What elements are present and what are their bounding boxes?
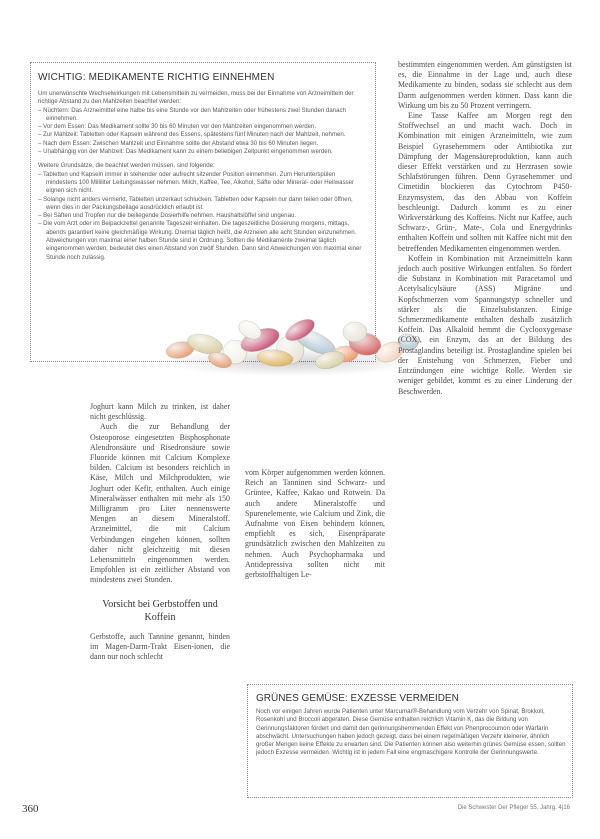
medication-box-title: WICHTIG: MEDIKAMENTE RICHTIG EINNEHMEN — [38, 72, 275, 83]
paragraph: Auch die zur Behandlung der Osteoporose eingesetzten Bisphosphonate Alendronsäure und Risedronsäure sowie Fluoride können mit Calcium Komplexe bilden. Calcium ist besonders reichlich in Käse, Milch und Milchprodukten, wie Joghurt oder Kefir, enthalten. Auch einige Mineralwässer enthalten mit mehr als 150 Milligramm pro Liter nennenswerte Mengen an diesem Mineralstoff. Arzneimittel, die mit Calcium Verbindungen eingehen können, sollten daher nicht gleichzeitig mit diesen Lebensmitteln eingenommen werden. Empfohlen ist ein zeitlicher Abstand von mindestens zwei Stunden. — [90, 422, 230, 585]
paragraph: Joghurt kann Milch zu trinken, ist daher nicht geschlüssig. — [90, 402, 230, 422]
timing-list — [38, 107, 368, 157]
page-number: 360 — [22, 803, 39, 815]
paragraph: Noch vor einigen Jahren wurde Patienten unter Marcumar®-Behandlung vom Verzehr von Spinat, Brokkoli, Rosenkohl und Broccoli abgeraten. Diese Gemüse enthalten reichlich Vitamin K, das die Bildung von Gerinnungsfaktoren fördert und damit den gerinnungshemmenden Effekt von Phenprocoumon oder Warfarin abschwächt. Untersuchungen haben jedoch gezeigt, dass bei einem regelmäßigen Verzehr kleinerer, ähnlich großer Mengen keine Effekte zu erwarten sind. Die Patienten können also weiterhin grünes Gemüse essen, sollten jedoch Exzesse vermeiden. Wichtig ist in jedem Fall eine engmaschigere Kontrolle der Gerinnungswerte. — [256, 708, 566, 757]
list-item: – Nüchtern: Das Arzneimittel eine halbe bis eine Stunde vor den Mahlzeiten oder frühestens zwei Stunden danach einnehmen. — [38, 107, 368, 124]
right-text-column — [398, 60, 572, 397]
box-intro: Um unerwünschte Wechselwirkungen mit Lebensmitteln zu vermeiden, muss bei der Einnahme von Arzneimitteln der richtige Abstand zu den Mahlzeiten beachtet werden: — [38, 90, 354, 106]
list-item: – Bei Säften und Tropfen nur die beiliegende Dosierhilfe nehmen. Haushaltslöffel sind ungenau. — [38, 212, 368, 220]
principles-list — [38, 171, 368, 262]
list-item: – Unabhängig von der Mahlzeit: Das Medikament kann zu einem beliebigen Zeitpunkt eingenommen werden. — [38, 148, 368, 156]
footer-publication: Die Schwester Der Pfleger 55. Jahrg. 4|16 — [457, 805, 570, 811]
paragraph: Eine Tasse Kaffee am Morgen regt den Stoffwechsel an und macht wach. Doch in Kombination mit einigen Arzneimitteln, wie zum Beispiel Gyrasehemmern oder Antibiotika zur Dämpfung der Magensäureproduktion, kann auch dieser Effekt verstärken und zu Herzrasen sowie Schlafstörungen führen. Denn Gyrasehemmer und Cimetidin blockieren das Cytochrom P450-Enzymsystem, das den Abbau von Koffein beschleunigt. Dadurch kommt es zu einer Wirkverstärkung des Koffeins. Nicht nur Kaffee, auch Schwarz-, Grün-, Mate-, Cola und Energydrinks enthalten Koffein und sollten mit Kaffee nicht mit den betreffenden Medikamenten eingenommen werden. — [398, 111, 572, 253]
box-intro-2: Weitere Grundsätze, die beachtet werden müssen, sind folgende: — [38, 162, 215, 170]
vegetables-box-title: GRÜNES GEMÜSE: EXZESSE VERMEIDEN — [256, 693, 459, 704]
paragraph: vom Körper aufgenommen werden können. Reich an Tanninen sind Schwarz- und Grüntee, Kaffee, Kakao und Rotwein. Da auch andere Mineralstoffe und Spurenelemente, wie Calcium und Zink, die Aufnahme von Eisen behindern können, empfiehlt es sich, Eisenpräparate grundsätzlich zwischen den Mahlzeiten zu nehmen. Auch Psychopharmaka und Antidepressiva sollten nicht mit gerbstoffhaltigen Le- — [245, 468, 385, 580]
paragraph: bestimmten eingenommen werden. Am günstigsten ist es, die Einnahme in der Lage und, auch diese Medikamente zu binden, sodass sie schlecht aus dem Darm aufgenommen werden können. Dass kann die Wirkung um bis zu 50 Prozent verringern. — [398, 60, 572, 110]
vegetables-box-body — [256, 708, 566, 758]
list-item: – Tabletten und Kapseln immer in stehender oder aufrecht sitzender Position einnehmen. Zum Herunterspülen mindestens 100 Milliliter Leitungswasser nehmen. Milch, Kaffee, Tee, Alkohol, Säfte oder Mineral- oder Heilwasser eignen sich nicht. — [38, 171, 368, 196]
middle-text-column — [245, 468, 385, 580]
left-text-column — [90, 402, 230, 662]
list-item: – Die vom Arzt oder im Beipackzettel genannte Tageszeit einhalten. Die tageszeitliche Dosierung morgens, mittags, abends garantiert keine gleichmäßige Wirkung. Dreimal täglich heißt, die Arzneien alle acht Stunden einzunehmen. Abweichungen von maximal einer halben Stunde sind in Ordnung. Sollten die Medikamente zweimal täglich eingenommen werden, bedeutet dies einen Abstand von zwölf Stunden. Dann sind Abweichungen von maximal einer Stunde noch zulässig. — [38, 220, 368, 261]
list-item: – Vor dem Essen: Das Medikament sollte 30 bis 60 Minuten vor den Mahlzeiten eingenommen werden. — [38, 123, 368, 131]
paragraph: Gerbstoffe, auch Tannine genannt, binden im Magen-Darm-Trakt Eisen-ionen, die dann nur noch schlecht — [90, 631, 230, 662]
list-item: – Zur Mahlzeit: Tabletten oder Kapseln während des Essens, spätestens fünf Minuten nach der Mahlzeit, nehmen. — [38, 131, 368, 139]
pills-photo — [150, 300, 425, 378]
medication-box-body — [38, 90, 368, 262]
pill-highlight — [343, 322, 367, 342]
section-subheading: Vorsicht bei Gerbstoffen und Koffein — [102, 598, 218, 623]
list-item: – Nach dem Essen: Zwischen Mahlzeit und Einnahme sollte der Abstand etwa 30 bis 60 Minuten liegen. — [38, 140, 368, 148]
list-item: – Solange nicht anders vermerkt, Tabletten unzerkaut schlucken. Tabletten oder Kapseln nur dann teilen oder öffnen, wenn dies in der Packungsbeilage ausdrücklich erlaubt ist. — [38, 196, 368, 213]
paragraph: Koffein in Kombination mit Arzneimitteln kann jedoch auch positive Wirkungen entfalten. So fördert die Substanz in Kombination mit Paracetamol und Acetylsalicylsäure (ASS) Migräne und Kopfschmerzen vom Spannungstyp schneller und stärker als die Einzelsubstanzen. Einige Schmerzmedikamente enthalten deshalb zusätzlich Koffein. Das Alkaloid hemmt die Cyclooxygenase (COX), ein Enzym, das an der Bildung des Prostaglandins beteiligt ist. Prostaglandine spielen bei der Entstehung von Schmerzen, Fieber und Entzündungen eine wichtige Rolle. Werden sie weniger gebildet, kommt es zu einer Linderung der Beschwerden. — [398, 253, 572, 396]
